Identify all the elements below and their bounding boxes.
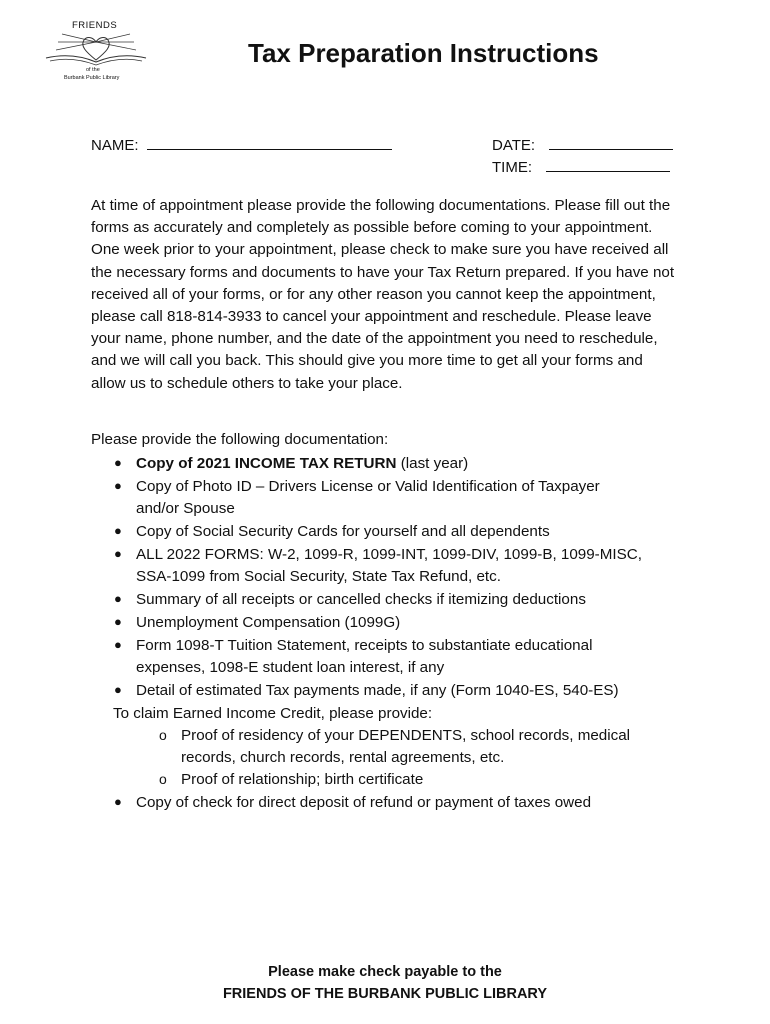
footer-line-2: FRIENDS OF THE BURBANK PUBLIC LIBRARY <box>222 986 548 1002</box>
list-item-continued: expenses, 1098-E student loan interest, if any <box>136 659 445 676</box>
sub-list-item: Proof of relationship; birth certificate <box>181 771 424 788</box>
list-item-rest: (last year) <box>396 455 469 472</box>
name-label: NAME: <box>91 137 139 154</box>
bullet-icon: ● <box>114 637 122 652</box>
name-field[interactable] <box>91 135 392 154</box>
date-label: DATE: <box>492 137 536 154</box>
list-item: Copy of Social Security Cards for yourself and all dependents <box>136 523 550 540</box>
eic-intro: To claim Earned Income Credit, please provide: <box>113 705 433 722</box>
bullet-icon: ● <box>114 523 122 538</box>
list-item: Form 1098-T Tuition Statement, receipts to substantiate educational <box>136 637 593 654</box>
list-item: Detail of estimated Tax payments made, if any (Form 1040-ES, 540-ES) <box>136 682 619 699</box>
hollow-bullet-icon: o <box>159 771 167 787</box>
bullet-icon: ● <box>114 455 122 470</box>
name-blank-line[interactable] <box>147 135 392 150</box>
list-item: Unemployment Compensation (1099G) <box>136 614 401 631</box>
bullet-icon: ● <box>114 591 122 606</box>
list-item: Copy of Photo ID – Drivers License or Valid Identification of Taxpayer <box>136 478 600 495</box>
date-field[interactable] <box>492 135 673 154</box>
bullet-icon: ● <box>114 478 122 493</box>
page-title: Tax Preparation Instructions <box>248 38 599 68</box>
hollow-bullet-icon: o <box>159 727 167 743</box>
list-item-continued: SSA-1099 from Social Security, State Tax Refund, etc. <box>136 568 501 585</box>
list-item: ALL 2022 FORMS: W-2, 1099-R, 1099-INT, 1099-DIV, 1099-B, 1099-MISC, <box>136 546 642 563</box>
list-item <box>136 453 468 475</box>
heart-book-icon <box>42 30 150 70</box>
bullet-icon: ● <box>114 546 122 561</box>
time-blank-line[interactable] <box>546 157 670 172</box>
time-field[interactable] <box>492 157 670 176</box>
footer-line-1: Please make check payable to the <box>268 964 502 980</box>
time-label: TIME: <box>492 159 532 176</box>
bullet-icon: ● <box>114 614 122 629</box>
list-item: Copy of check for direct deposit of refund or payment of taxes owed <box>136 794 592 811</box>
logo-library-text: Burbank Public Library <box>64 75 120 81</box>
list-item-bold: Copy of 2021 INCOME TAX RETURN <box>136 455 397 472</box>
sub-list-item: Proof of residency of your DEPENDENTS, school records, medical <box>181 727 631 744</box>
date-blank-line[interactable] <box>549 135 673 150</box>
instructions-paragraph: At time of appointment please provide the following documentations. Please fill out the forms as accurately and completely as possible before coming to your appointment. One week prior to your appointment, please check to make sure you have received all the necessary forms and documents to have your Tax Return prepared. If you have not received all of your forms, or for any other reason you cannot keep the appointment, please call 818-814-3933 to cancel your appointment and reschedule. Please leave your name, phone number, and the date of the appointment you need to reschedule, and we will call you back. This should give you more time to get all your forms and allow us to schedule others to take your place. <box>91 197 675 392</box>
logo-friends-text: FRIENDS <box>72 20 118 31</box>
sub-list-item-continued: records, church records, rental agreements, etc. <box>181 749 505 766</box>
list-intro: Please provide the following documentation: <box>91 431 389 448</box>
list-item: Summary of all receipts or cancelled checks if itemizing deductions <box>136 591 586 608</box>
friends-library-logo <box>42 20 150 84</box>
logo-of-text: of the <box>86 67 100 73</box>
bullet-icon: ● <box>114 794 122 809</box>
list-item-continued: and/or Spouse <box>136 500 235 517</box>
bullet-icon: ● <box>114 682 122 697</box>
